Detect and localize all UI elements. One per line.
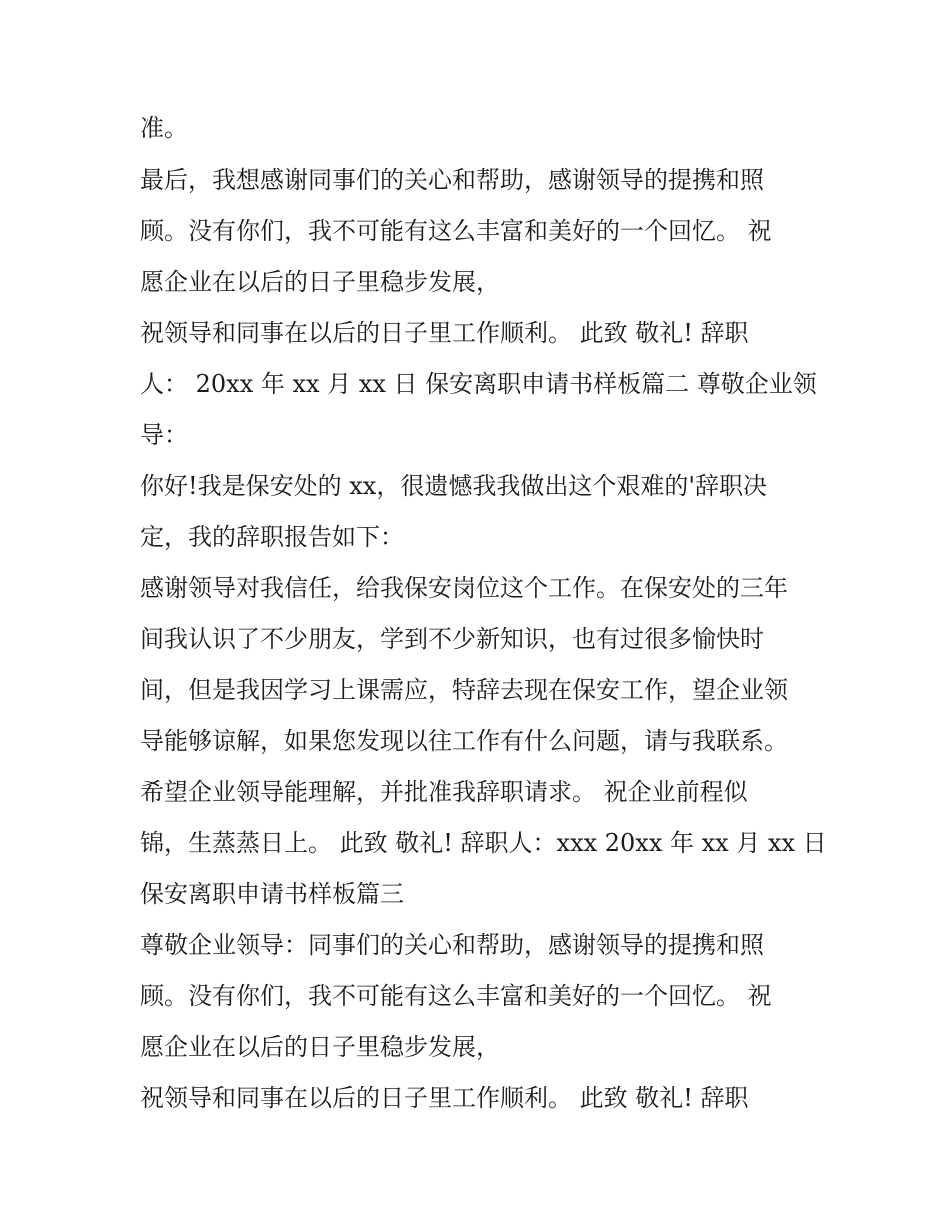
text-line: 你好!我是保安处的 xx，很遗憾我我做出这个艰难的'辞职决: [140, 472, 767, 500]
text-line: 间，但是我因学习上课需应，特辞去现在保安工作，望企业领: [140, 676, 788, 704]
text-line: 人： 20xx 年 xx 月 xx 日 保安离职申请书样板篇二 尊敬企业领: [140, 370, 817, 398]
text-line: 最后，我想感谢同事们的关心和帮助，感谢领导的提携和照: [140, 166, 764, 194]
text-line: 愿企业在以后的日子里稳步发展，: [140, 268, 500, 296]
text-line: 愿企业在以后的日子里稳步发展，: [140, 1033, 500, 1061]
text-line: 导：: [140, 421, 188, 449]
text-line: 祝领导和同事在以后的日子里工作顺利。 此致 敬礼! 辞职: [140, 1084, 749, 1112]
text-line: 锦，生蒸蒸日上。 此致 敬礼! 辞职人：xxx 20xx 年 xx 月 xx 日: [140, 829, 827, 857]
text-line: 准。: [140, 114, 188, 142]
text-line: 顾。没有你们，我不可能有这么丰富和美好的一个回忆。 祝: [140, 982, 772, 1010]
text-line: 祝领导和同事在以后的日子里工作顺利。 此致 敬礼! 辞职: [140, 319, 749, 347]
text-line: 感谢领导对我信任，给我保安岗位这个工作。在保安处的三年: [140, 574, 788, 602]
text-line: 尊敬企业领导：同事们的关心和帮助，感谢领导的提携和照: [140, 931, 764, 959]
text-line: 导能够谅解，如果您发现以往工作有什么问题，请与我联系。: [140, 727, 788, 755]
section-heading: 保安离职申请书样板篇三: [140, 880, 404, 908]
text-line: 定，我的辞职报告如下：: [140, 523, 404, 551]
text-line: 希望企业领导能理解，并批准我辞职请求。 祝企业前程似: [140, 778, 748, 806]
text-line: 间我认识了不少朋友，学到不少新知识，也有过很多愉快时: [140, 625, 764, 653]
text-line: 顾。没有你们，我不可能有这么丰富和美好的一个回忆。 祝: [140, 217, 772, 245]
